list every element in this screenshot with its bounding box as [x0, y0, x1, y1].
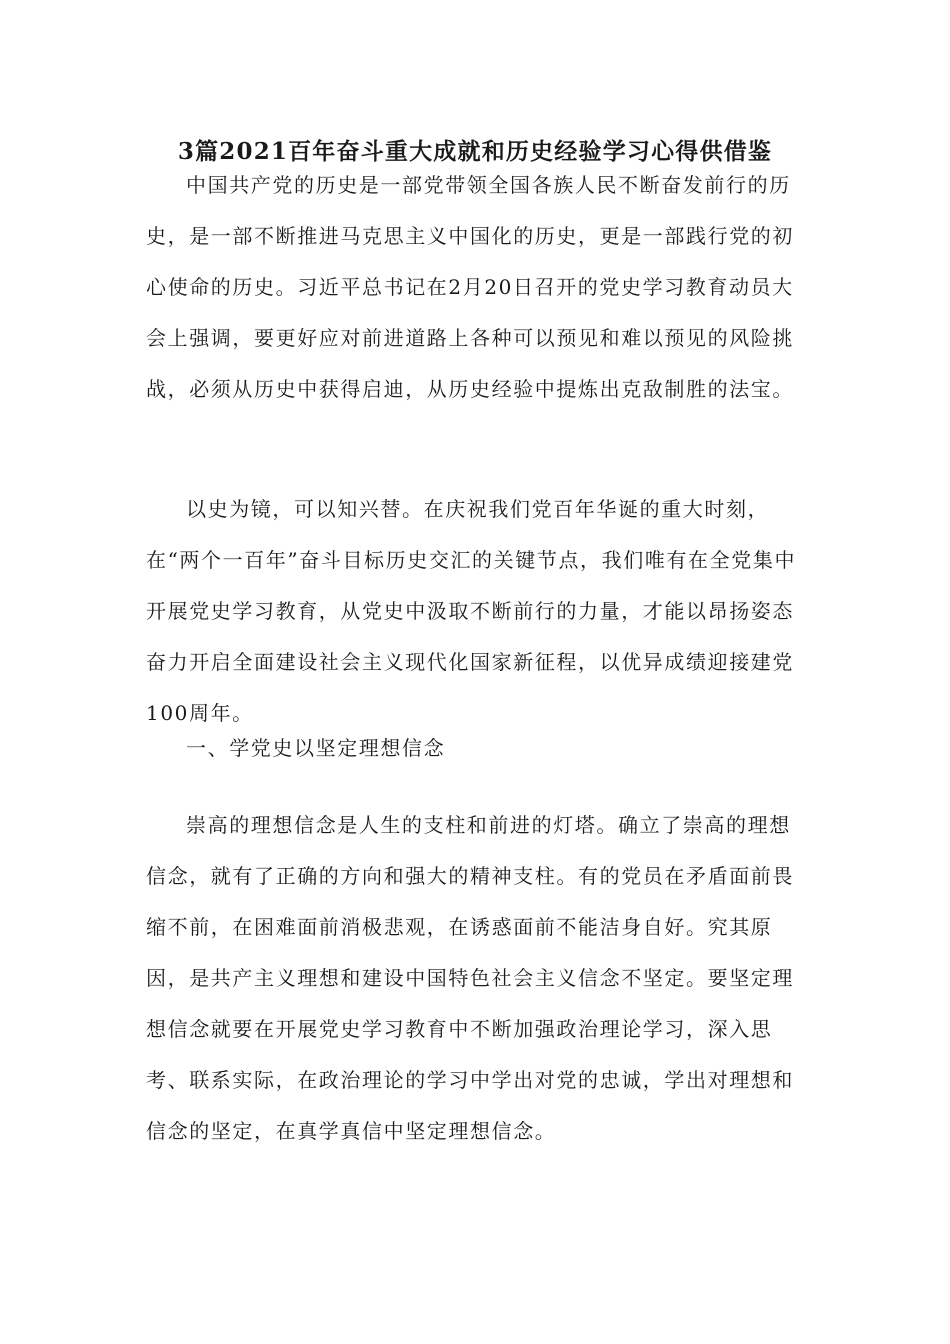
- paragraph-history-mirror: 以史为镜，可以知兴替。在庆祝我们党百年华诞的重大时刻，在“两个一百年”奋斗目标历史交汇的关键节点，我们唯有在全党集中开展党史学习教育，从党史中汲取不断前行的力量，才能以昂扬姿态奋力开启全面建设社会主义现代化国家新征程，以优异成绩迎接建党100周年。: [146, 497, 797, 725]
- paragraph-ideals: 崇高的理想信念是人生的支柱和前进的灯塔。确立了崇高的理想信念，就有了正确的方向和强大的精神支柱。有的党员在矛盾面前畏缩不前，在困难面前消极悲观，在诱惑面前不能洁身自好。究其原因，是共产主义理想和建设中国特色社会主义信念不坚定。要坚定理想信念就要在开展党史学习教育中不断加强政治理论学习，深入思考、联系实际，在政治理论的学习中学出对党的忠诚，学出对理想和信念的坚定，在真学真信中坚定理想信念。: [146, 813, 794, 1143]
- paragraph-intro: 中国共产党的历史是一部党带领全国各族人民不断奋发前行的历史，是一部不断推进马克思主义中国化的历史，更是一部践行党的初心使命的历史。习近平总书记在2月20日召开的党史学习教育动员大会上强调，要更好应对前进道路上各种可以预见和难以预见的风险挑战，必须从历史中获得启迪，从历史经验中提炼出克敌制胜的法宝。: [146, 173, 794, 401]
- document-title: 3篇2021百年奋斗重大成就和历史经验学习心得供借鉴: [177, 138, 773, 165]
- section-heading-1: 一、学党史以坚定理想信念: [186, 736, 446, 760]
